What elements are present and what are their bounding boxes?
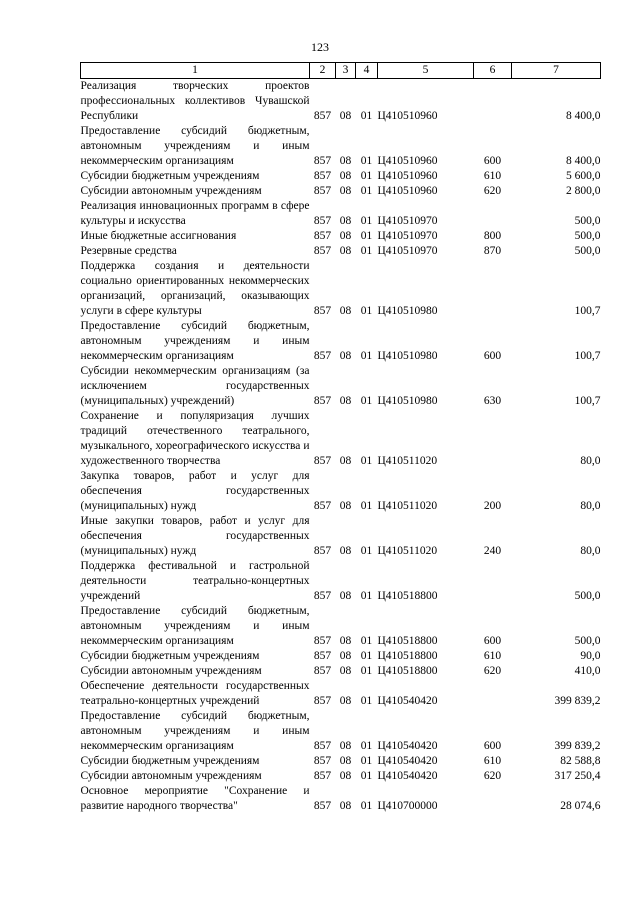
- row-amount: 100,7: [574, 305, 601, 317]
- row-subsection-code: 01: [360, 755, 373, 767]
- table-row: [81, 604, 601, 649]
- row-name: Субсидии бюджетным учреждениям: [80, 650, 260, 662]
- row-section-code: 08: [339, 770, 352, 782]
- row-target-article: Ц410540420: [377, 755, 438, 767]
- table-row: [81, 199, 601, 229]
- row-name: Предоставление субсидий бюджетным, автономным учреждениям и иным некоммерческим организациям: [80, 125, 310, 167]
- table-row: [81, 124, 601, 169]
- row-section-code: 08: [339, 455, 352, 467]
- table-row: [81, 754, 601, 769]
- row-grbs-code: 857: [313, 185, 332, 197]
- row-expense-type: 200: [483, 500, 502, 512]
- row-expense-type: 620: [483, 185, 502, 197]
- row-grbs-code: 857: [313, 740, 332, 752]
- table-row: [81, 469, 601, 514]
- row-grbs-code: 857: [313, 665, 332, 677]
- table-row: [81, 184, 601, 199]
- row-grbs-code: 857: [313, 215, 332, 227]
- row-section-code: 08: [339, 245, 352, 257]
- row-amount: 500,0: [574, 590, 601, 602]
- table-row: [81, 79, 601, 125]
- row-name: Закупка товаров, работ и услуг для обеспечения государственных (муниципальных) нужд: [80, 470, 310, 512]
- row-name: Поддержка создания и деятельности социально ориентированных некоммерческих организаций, организаций, оказывающих услуги в сфере культуры: [80, 260, 310, 317]
- row-expense-type: 600: [483, 635, 502, 647]
- row-amount: 317 250,4: [554, 770, 601, 782]
- row-subsection-code: 01: [360, 545, 373, 557]
- row-section-code: 08: [339, 635, 352, 647]
- row-subsection-code: 01: [360, 395, 373, 407]
- row-subsection-code: 01: [360, 110, 373, 122]
- row-section-code: 08: [339, 395, 352, 407]
- table-row: [81, 514, 601, 559]
- row-section-code: 08: [339, 800, 352, 812]
- row-target-article: Ц410510970: [377, 245, 438, 257]
- row-target-article: Ц410518800: [377, 650, 438, 662]
- row-expense-type: 800: [483, 230, 502, 242]
- column-header: 2: [310, 63, 336, 79]
- table-row: [81, 769, 601, 784]
- table-row: [81, 709, 601, 754]
- table-row: [81, 244, 601, 259]
- row-subsection-code: 01: [360, 230, 373, 242]
- row-name: Поддержка фестивальной и гастрольной деятельности театрально-концертных учреждений: [80, 560, 310, 602]
- row-name: Предоставление субсидий бюджетным, автономным учреждениям и иным некоммерческим организациям: [80, 320, 310, 362]
- row-target-article: Ц410510980: [377, 350, 438, 362]
- row-amount: 8 400,0: [566, 110, 601, 122]
- row-target-article: Ц410510960: [377, 170, 438, 182]
- column-header: 6: [474, 63, 512, 79]
- row-amount: 28 074,6: [560, 800, 601, 812]
- row-target-article: Ц410510980: [377, 305, 438, 317]
- row-subsection-code: 01: [360, 170, 373, 182]
- row-subsection-code: 01: [360, 155, 373, 167]
- budget-table: [80, 62, 601, 814]
- row-subsection-code: 01: [360, 695, 373, 707]
- row-subsection-code: 01: [360, 350, 373, 362]
- row-expense-type: 610: [483, 755, 502, 767]
- table-row: [81, 679, 601, 709]
- row-name: Субсидии некоммерческим организациям (за исключением государственных (муниципальных) учреждений): [80, 365, 310, 407]
- row-amount: 100,7: [574, 350, 601, 362]
- row-section-code: 08: [339, 665, 352, 677]
- row-target-article: Ц410510960: [377, 155, 438, 167]
- row-name: Обеспечение деятельности государственных театрально-концертных учреждений: [80, 680, 310, 707]
- row-section-code: 08: [339, 590, 352, 602]
- row-name: Иные бюджетные ассигнования: [80, 230, 237, 242]
- row-target-article: Ц410510970: [377, 215, 438, 227]
- row-amount: 500,0: [574, 215, 601, 227]
- row-name: Субсидии автономным учреждениям: [80, 665, 262, 677]
- table-row: [81, 664, 601, 679]
- row-section-code: 08: [339, 740, 352, 752]
- row-grbs-code: 857: [313, 305, 332, 317]
- row-amount: 500,0: [574, 230, 601, 242]
- row-amount: 410,0: [574, 665, 601, 677]
- row-section-code: 08: [339, 305, 352, 317]
- row-grbs-code: 857: [313, 545, 332, 557]
- row-subsection-code: 01: [360, 770, 373, 782]
- row-expense-type: 610: [483, 650, 502, 662]
- row-expense-type: [474, 79, 512, 125]
- row-expense-type: 600: [483, 155, 502, 167]
- row-subsection-code: 01: [360, 800, 373, 812]
- row-amount: 500,0: [574, 635, 601, 647]
- row-name: Резервные средства: [80, 245, 177, 257]
- row-target-article: Ц410540420: [377, 695, 438, 707]
- row-grbs-code: 857: [313, 650, 332, 662]
- row-grbs-code: 857: [313, 110, 332, 122]
- table-row: [81, 409, 601, 469]
- page-number: 123: [311, 40, 329, 54]
- row-section-code: 08: [339, 695, 352, 707]
- row-grbs-code: 857: [313, 695, 332, 707]
- row-name: Сохранение и популяризация лучших традиций отечественного театрального, музыкального, хореографического искусства и художественного творчества: [80, 410, 310, 467]
- row-subsection-code: 01: [360, 500, 373, 512]
- row-expense-type: 630: [483, 395, 502, 407]
- row-expense-type: [474, 679, 512, 709]
- row-subsection-code: 01: [360, 305, 373, 317]
- row-subsection-code: 01: [360, 215, 373, 227]
- row-subsection-code: 01: [360, 650, 373, 662]
- row-expense-type: 600: [483, 740, 502, 752]
- row-name: Субсидии бюджетным учреждениям: [80, 170, 260, 182]
- row-section-code: 08: [339, 230, 352, 242]
- row-target-article: Ц410511020: [377, 500, 438, 512]
- row-name: Предоставление субсидий бюджетным, автономным учреждениям и иным некоммерческим организациям: [80, 605, 310, 647]
- table-row: [81, 364, 601, 409]
- row-amount: 399 839,2: [554, 740, 601, 752]
- row-expense-type: 600: [483, 350, 502, 362]
- row-expense-type: [474, 784, 512, 814]
- row-grbs-code: 857: [313, 170, 332, 182]
- row-amount: 2 800,0: [566, 185, 601, 197]
- column-header: 4: [356, 63, 378, 79]
- row-name: Реализация творческих проектов профессиональных коллективов Чувашской Республики: [80, 80, 310, 122]
- row-section-code: 08: [339, 215, 352, 227]
- table-row: [81, 259, 601, 319]
- row-amount: 8 400,0: [566, 155, 601, 167]
- row-amount: 500,0: [574, 245, 601, 257]
- row-subsection-code: 01: [360, 635, 373, 647]
- row-grbs-code: 857: [313, 590, 332, 602]
- row-amount: 399 839,2: [554, 695, 601, 707]
- row-grbs-code: 857: [313, 230, 332, 242]
- row-expense-type: 620: [483, 770, 502, 782]
- row-section-code: 08: [339, 650, 352, 662]
- row-expense-type: [474, 409, 512, 469]
- table-row: [81, 319, 601, 364]
- row-subsection-code: 01: [360, 455, 373, 467]
- row-grbs-code: 857: [313, 635, 332, 647]
- row-amount: 90,0: [580, 650, 601, 662]
- row-section-code: 08: [339, 110, 352, 122]
- row-grbs-code: 857: [313, 245, 332, 257]
- row-expense-type: 610: [483, 170, 502, 182]
- row-grbs-code: 857: [313, 770, 332, 782]
- table-body: [81, 79, 601, 815]
- row-section-code: 08: [339, 350, 352, 362]
- row-expense-type: 620: [483, 665, 502, 677]
- row-subsection-code: 01: [360, 590, 373, 602]
- row-amount: 100,7: [574, 395, 601, 407]
- table-row: [81, 229, 601, 244]
- row-grbs-code: 857: [313, 350, 332, 362]
- row-target-article: Ц410518800: [377, 665, 438, 677]
- row-target-article: Ц410511020: [377, 455, 438, 467]
- row-expense-type: [474, 199, 512, 229]
- row-section-code: 08: [339, 755, 352, 767]
- row-name: Субсидии автономным учреждениям: [80, 770, 262, 782]
- row-name: Субсидии автономным учреждениям: [80, 185, 262, 197]
- row-grbs-code: 857: [313, 395, 332, 407]
- row-grbs-code: 857: [313, 155, 332, 167]
- row-target-article: Ц410510960: [377, 185, 438, 197]
- row-subsection-code: 01: [360, 665, 373, 677]
- row-target-article: Ц410540420: [377, 770, 438, 782]
- column-header: 5: [378, 63, 474, 79]
- table-row: [81, 559, 601, 604]
- row-amount: 80,0: [580, 545, 601, 557]
- column-header: 3: [336, 63, 356, 79]
- table-row: [81, 169, 601, 184]
- row-grbs-code: 857: [313, 800, 332, 812]
- row-name: Предоставление субсидий бюджетным, автономным учреждениям и иным некоммерческим организациям: [80, 710, 310, 752]
- column-header: 7: [512, 63, 601, 79]
- row-target-article: Ц410518800: [377, 635, 438, 647]
- table-row: [81, 784, 601, 814]
- row-target-article: Ц410518800: [377, 590, 438, 602]
- row-target-article: Ц410540420: [377, 740, 438, 752]
- row-subsection-code: 01: [360, 185, 373, 197]
- row-amount: 80,0: [580, 500, 601, 512]
- row-target-article: Ц410700000: [377, 800, 438, 812]
- row-section-code: 08: [339, 545, 352, 557]
- row-amount: 5 600,0: [566, 170, 601, 182]
- row-expense-type: [474, 559, 512, 604]
- row-grbs-code: 857: [313, 455, 332, 467]
- row-target-article: Ц410510970: [377, 230, 438, 242]
- row-expense-type: 870: [483, 245, 502, 257]
- row-grbs-code: 857: [313, 755, 332, 767]
- row-section-code: 08: [339, 155, 352, 167]
- column-header: 1: [81, 63, 310, 79]
- row-section-code: 08: [339, 185, 352, 197]
- row-amount: 82 588,8: [560, 755, 601, 767]
- row-subsection-code: 01: [360, 740, 373, 752]
- row-name: Субсидии бюджетным учреждениям: [80, 755, 260, 767]
- row-target-article: Ц410511020: [377, 545, 438, 557]
- header-row: [81, 63, 601, 79]
- row-grbs-code: 857: [313, 500, 332, 512]
- row-amount: 80,0: [580, 455, 601, 467]
- row-expense-type: 240: [483, 545, 502, 557]
- row-subsection-code: 01: [360, 245, 373, 257]
- table-row: [81, 649, 601, 664]
- row-target-article: Ц410510980: [377, 395, 438, 407]
- row-name: Основное мероприятие "Сохранение и развитие народного творчества": [80, 785, 310, 812]
- row-name: Иные закупки товаров, работ и услуг для обеспечения государственных (муниципальных) нужд: [80, 515, 310, 557]
- row-section-code: 08: [339, 500, 352, 512]
- row-expense-type: [474, 259, 512, 319]
- row-section-code: 08: [339, 170, 352, 182]
- row-name: Реализация инновационных программ в сфере культуры и искусства: [80, 200, 310, 227]
- row-target-article: Ц410510960: [377, 110, 438, 122]
